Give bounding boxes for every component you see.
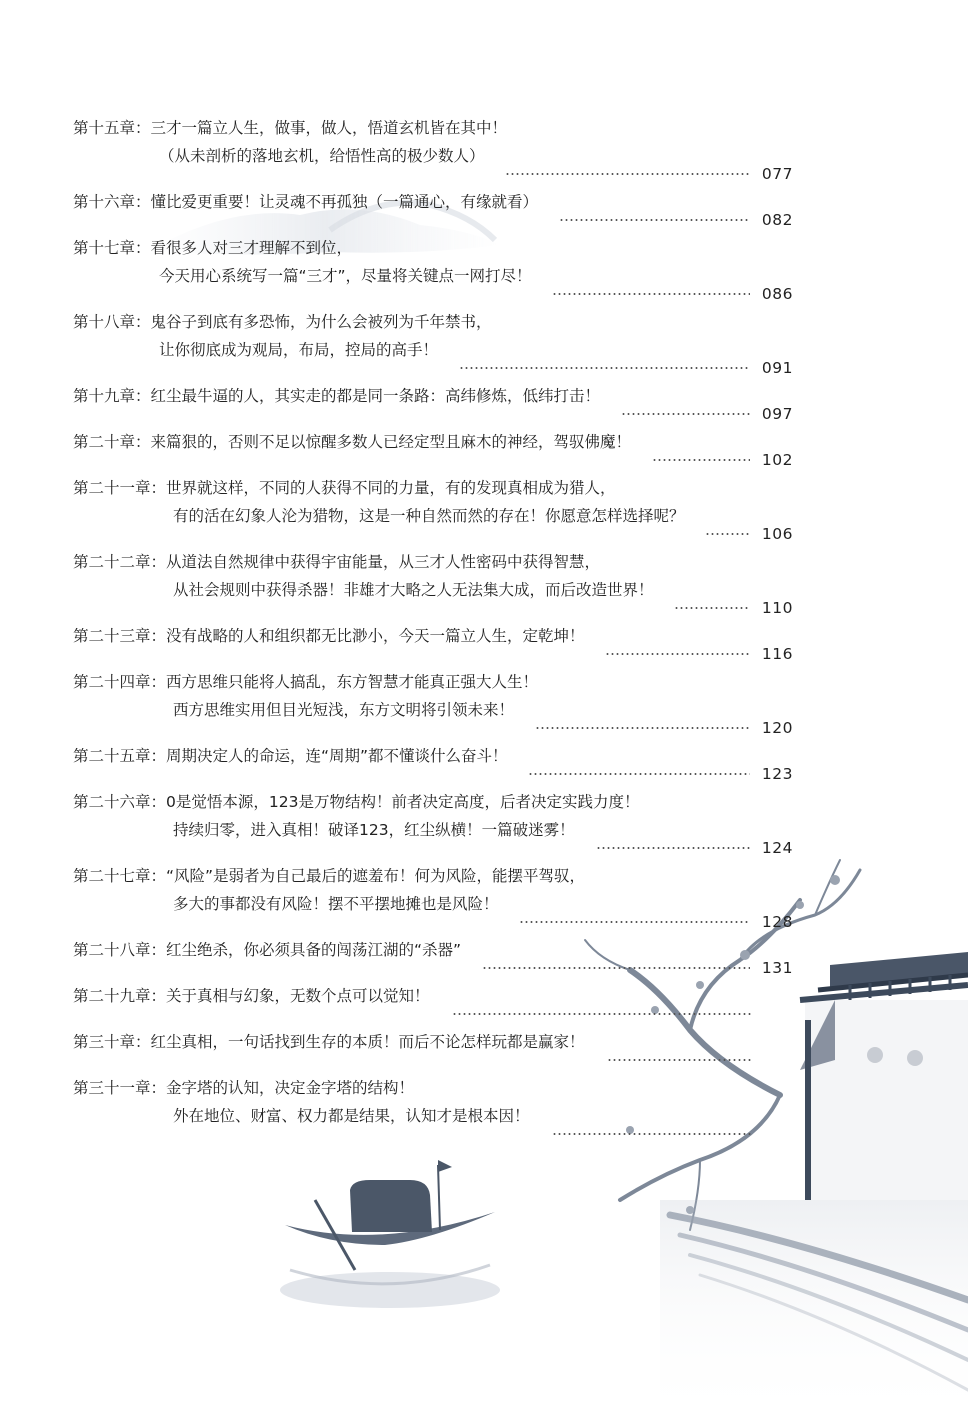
traditional-house-icon xyxy=(800,952,968,1200)
toc-entry-text: 第十九章：红尘最牛逼的人，其实走的都是同一条路：高纬修炼，低纬打击！ xyxy=(73,387,601,405)
toc-entry[interactable] xyxy=(73,548,793,622)
page-number: 110 xyxy=(761,599,793,617)
toc-entry-text: 从社会规则中获得杀器！非雄才大略之人无法集大成，而后改造世界！ xyxy=(173,581,654,599)
page-number: 082 xyxy=(761,211,793,229)
toc-entry[interactable] xyxy=(73,382,793,428)
river-icon xyxy=(660,1200,968,1425)
toc-entry-text: 外在地位、财富、权力都是结果，认知才是根本因！ xyxy=(173,1107,530,1125)
dot-leader xyxy=(605,653,749,655)
dot-leader xyxy=(559,219,750,221)
toc-entry-text: 第二十三章：没有战略的人和组织都无比渺小，今天一篇立人生，定乾坤！ xyxy=(73,627,585,645)
toc-entry-leader xyxy=(459,354,793,382)
toc-entry-leader xyxy=(552,1120,793,1148)
toc-entry-text: 今天用心系统写一篇“三才”，尽量将关键点一网打尽！ xyxy=(159,267,532,285)
dot-leader xyxy=(621,413,750,415)
page-number: 102 xyxy=(761,451,793,469)
dot-leader xyxy=(505,173,749,175)
toc-entry-text: 让你彻底成为观局，布局，控局的高手！ xyxy=(159,341,439,359)
toc-entry-text: 第二十五章：周期决定人的命运，连“周期”都不懂谈什么奋斗！ xyxy=(73,747,508,765)
toc-entry[interactable] xyxy=(73,188,793,234)
dot-leader xyxy=(519,921,749,923)
toc-entry[interactable] xyxy=(73,982,793,1028)
page-number: 128 xyxy=(761,913,793,931)
toc-entry-leader xyxy=(552,280,793,308)
toc-entry-text: 有的活在幻象人沦为猎物，这是一种自然而然的存在！你愿意怎样选择呢？ xyxy=(173,507,685,525)
toc-entry-text: 第二十八章：红尘绝杀，你必须具备的闯荡江湖的“杀器” xyxy=(73,941,462,959)
toc-entry-title xyxy=(73,788,793,816)
page-number: 086 xyxy=(761,285,793,303)
dot-leader xyxy=(596,847,750,849)
dot-leader xyxy=(552,293,749,295)
toc-entry-leader xyxy=(607,1046,793,1074)
dot-leader xyxy=(452,1013,751,1015)
toc-entry[interactable] xyxy=(73,1074,793,1148)
toc-entry[interactable] xyxy=(73,936,793,982)
page-number: 123 xyxy=(761,765,793,783)
page-number: 120 xyxy=(761,719,793,737)
toc-entry-text: 第二十七章：“风险”是弱者为自己最后的遮羞布！何为风险，能摆平驾驭， xyxy=(73,867,586,885)
toc-entry[interactable] xyxy=(73,622,793,668)
toc-entry-leader xyxy=(519,908,793,936)
toc-entry-leader xyxy=(505,160,793,188)
page-number: 124 xyxy=(761,839,793,857)
toc-entry-text: 第二十六章：0是觉悟本源，123是万物结构！前者决定高度，后者决定实践力度！ xyxy=(73,793,640,811)
toc-entry[interactable] xyxy=(73,668,793,742)
dot-leader xyxy=(607,1059,751,1061)
toc-entry[interactable] xyxy=(73,114,793,188)
page-number: 116 xyxy=(761,645,793,663)
toc-entry-leader xyxy=(705,520,793,548)
dot-leader xyxy=(552,1133,751,1135)
toc-entry-leader xyxy=(535,714,793,742)
toc-entry-text: 第十八章：鬼谷子到底有多恐怖，为什么会被列为千年禁书， xyxy=(73,313,492,331)
toc-entry[interactable] xyxy=(73,428,793,474)
table-of-contents xyxy=(73,114,793,1148)
toc-entry[interactable] xyxy=(73,308,793,382)
toc-entry-title xyxy=(73,234,793,262)
page-number: 097 xyxy=(761,405,793,423)
dot-leader xyxy=(535,727,750,729)
toc-entry-text: 第二十四章：西方思维只能将人搞乱，东方智慧才能真正强大人生！ xyxy=(73,673,539,691)
page-number: 077 xyxy=(761,165,793,183)
toc-entry-text: 多大的事都没有风险！摆不平摆地摊也是风险！ xyxy=(173,895,499,913)
toc-entry-title xyxy=(73,862,793,890)
toc-entry[interactable] xyxy=(73,742,793,788)
toc-entry-text: 西方思维实用但目光短浅，东方文明将引领未来！ xyxy=(173,701,515,719)
toc-entry-leader xyxy=(528,760,793,788)
toc-entry-title xyxy=(73,308,793,336)
toc-entry[interactable] xyxy=(73,862,793,936)
toc-entry-leader xyxy=(482,954,793,982)
dot-leader xyxy=(459,367,750,369)
toc-entry-text: 第二十九章：关于真相与幻象，无数个点可以觉知！ xyxy=(73,987,430,1005)
toc-entry-text: 第二十一章：世界就这样，不同的人获得不同的力量，有的发现真相成为猎人， xyxy=(73,479,616,497)
page-number: 091 xyxy=(761,359,793,377)
toc-entry-title xyxy=(73,668,793,696)
toc-entry-leader xyxy=(621,400,793,428)
toc-entry[interactable] xyxy=(73,788,793,862)
toc-entry-title xyxy=(73,1074,793,1102)
toc-entry-leader xyxy=(605,640,793,668)
toc-entry[interactable] xyxy=(73,474,793,548)
toc-entry-text: 第十六章：懂比爱更重要！让灵魂不再孤独（一篇通心，有缘就看） xyxy=(73,193,539,211)
toc-entry-leader xyxy=(674,594,793,622)
toc-entry-leader xyxy=(452,1000,793,1028)
page-number: 131 xyxy=(761,959,793,977)
toc-entry-text: 第二十章：来篇狠的，否则不足以惊醒多数人已经定型且麻木的神经，驾驭佛魔！ xyxy=(73,433,632,451)
dot-leader xyxy=(652,459,750,461)
toc-entry-leader xyxy=(559,206,793,234)
toc-entry-title xyxy=(73,114,793,142)
toc-entry-leader xyxy=(596,834,794,862)
dot-leader xyxy=(705,533,749,535)
toc-entry[interactable] xyxy=(73,1028,793,1074)
dot-leader xyxy=(528,773,749,775)
toc-entry-title xyxy=(73,548,793,576)
dot-leader xyxy=(482,967,750,969)
boat-icon xyxy=(280,1160,500,1308)
toc-entry-text: 第三十章：红尘真相，一句话找到生存的本质！而后不论怎样玩都是赢家！ xyxy=(73,1033,585,1051)
toc-entry-text: 第三十一章：金字塔的认知，决定金字塔的结构！ xyxy=(73,1079,415,1097)
toc-entry-text: 持续归零，进入真相！破译123，红尘纵横！一篇破迷雾！ xyxy=(173,821,575,839)
toc-entry-title xyxy=(73,474,793,502)
toc-entry-subtitle xyxy=(73,502,793,530)
toc-entry-text: 第十七章：看很多人对三才理解不到位， xyxy=(73,239,353,257)
toc-entry[interactable] xyxy=(73,234,793,308)
dot-leader xyxy=(674,607,749,609)
toc-entry-leader xyxy=(652,446,793,474)
toc-entry-text: 第十五章：三才一篇立人生，做事，做人，悟道玄机皆在其中！ xyxy=(73,119,508,137)
toc-entry-text: 第二十二章：从道法自然规律中获得宇宙能量，从三才人性密码中获得智慧， xyxy=(73,553,601,571)
page-number: 106 xyxy=(761,525,793,543)
toc-entry-text: （从未剖析的落地玄机，给悟性高的极少数人） xyxy=(159,147,485,165)
